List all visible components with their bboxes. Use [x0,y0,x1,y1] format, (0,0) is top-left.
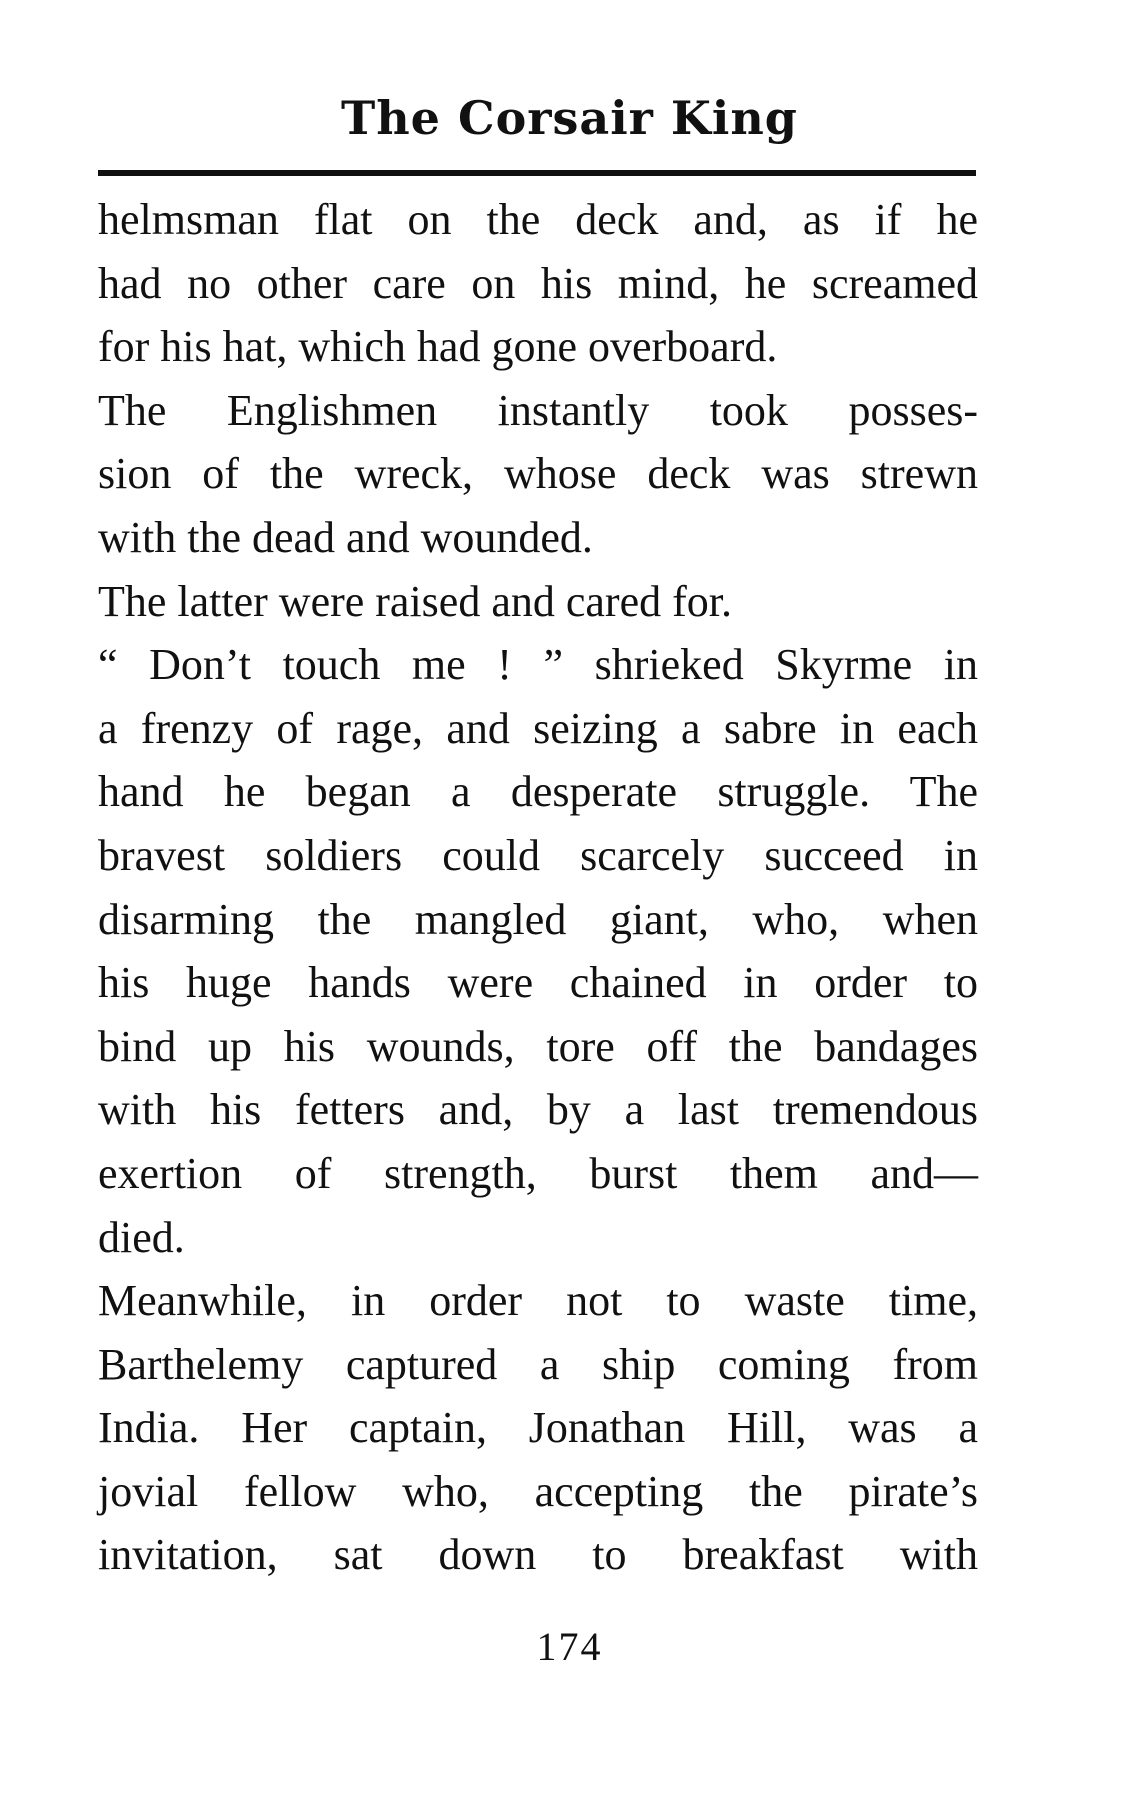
text-line: Meanwhile, in order not to waste time, [98,1276,978,1326]
text-line: jovial fellow who, accepting the pirate’s [98,1466,978,1516]
text-line: disarming the mangled giant, who, when [98,894,978,944]
text-line: his huge hands were chained in order to [98,958,978,1008]
text-line: India. Her captain, Jonathan Hill, was a [98,1403,978,1453]
page-number: 174 [536,1624,603,1669]
text-line: invitation, sat down to breakfast with [98,1530,978,1580]
text-line: sion of the wreck, whose deck was strewn [98,449,978,499]
body-text [98,188,978,1587]
text-line: exertion of strength, burst them and— [98,1148,978,1198]
text-line: for his hat, which had gone overboard. [98,322,778,372]
text-line: hand he began a desperate struggle. The [98,767,978,817]
text-line: died. [98,1212,185,1262]
text-line: a frenzy of rage, and seizing a sabre in each [98,703,978,753]
header-rule [98,170,976,176]
text-line: “ Don’t touch me ! ” shrieked Skyrme in [98,640,978,690]
text-line: The Englishmen instantly took posses- [98,385,978,435]
running-title: The Corsair King [341,91,798,145]
text-line: Barthelemy captured a ship coming from [98,1339,978,1389]
text-line: had no other care on his mind, he screamed [98,258,978,308]
text-line: bind up his wounds, tore off the bandages [98,1021,978,1071]
text-line: helmsman flat on the deck and, as if he [98,195,978,244]
text-line: bravest soldiers could scarcely succeed in [98,830,978,880]
text-line: The latter were raised and cared for. [98,576,732,626]
text-line: with his fetters and, by a last tremendous [98,1085,978,1135]
text-line: with the dead and wounded. [98,512,593,562]
